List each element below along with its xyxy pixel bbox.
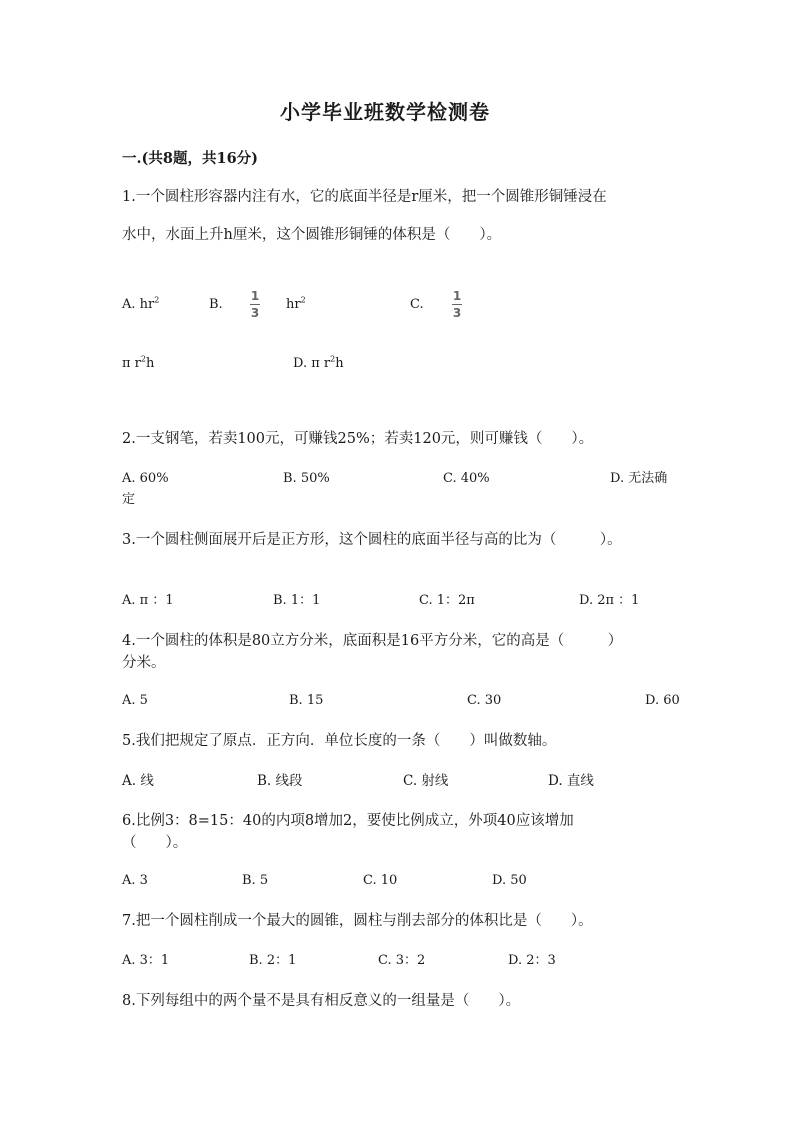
question-7-option-b: B. 2：1: [249, 953, 297, 968]
question-4-line-2: 分米。: [122, 655, 166, 671]
question-3-text: 3.一个圆柱侧面展开后是正方形，这个圆柱的底面半径与高的比为（ ）。: [122, 532, 622, 548]
option-a-text: A. hr: [122, 297, 155, 312]
question-6-option-d: D. 50: [492, 873, 527, 888]
option-b-fraction-numerator: 1: [250, 289, 260, 303]
question-1-option-a: [122, 295, 159, 315]
question-6-option-b: B. 5: [242, 873, 269, 888]
page-title: 小学毕业班数学检测卷: [280, 100, 490, 124]
question-1-option-d: [293, 354, 344, 374]
fraction-bar: [452, 304, 462, 305]
question-2-option-a: A. 60%: [122, 471, 169, 486]
option-c-cont-tail: h: [145, 356, 155, 371]
question-3-option-d: D. 2π ：1: [579, 593, 640, 608]
question-1-option-b-term: [286, 295, 306, 315]
option-d-exponent: 2: [330, 354, 336, 364]
option-c-cont-text: π r: [122, 356, 141, 371]
question-7-option-a: A. 3：1: [122, 953, 170, 968]
question-3-option-a: A. π ：1: [122, 593, 174, 608]
option-a-exponent: 2: [154, 295, 160, 305]
question-7-option-c: C. 3：2: [378, 953, 426, 968]
question-4-option-d: D. 60: [645, 693, 680, 708]
question-7-text: 7.把一个圆柱削成一个最大的圆锥，圆柱与削去部分的体积比是（ ）。: [122, 913, 593, 929]
fraction-bar: [250, 304, 260, 305]
option-c-fraction-denominator: 3: [452, 306, 462, 320]
question-4-option-a: A. 5: [122, 693, 148, 708]
question-4-option-b: B. 15: [289, 693, 324, 708]
question-5-text: 5.我们把规定了原点．正方向．单位长度的一条（ ）叫做数轴。: [122, 733, 557, 749]
question-2-option-d: D. 无法确: [610, 471, 668, 486]
question-1-line-1: 1.一个圆柱形容器内注有水，它的底面半径是r厘米，把一个圆锥形铜锤浸在: [122, 189, 607, 205]
question-1-line-2: 水中，水面上升h厘米，这个圆锥形铜锤的体积是（ ）。: [122, 227, 502, 243]
option-b-exponent: 2: [300, 295, 306, 305]
option-b-fraction-denominator: 3: [250, 306, 260, 320]
question-6-line-2: （ ）。: [122, 835, 188, 851]
question-2-option-b: B. 50%: [283, 471, 330, 486]
question-1-option-c-label: C.: [410, 297, 424, 312]
question-4-option-c: C. 30: [467, 693, 502, 708]
question-6-option-a: A. 3: [122, 873, 148, 888]
question-5-option-c: C. 射线: [403, 773, 449, 789]
option-d-text: D. π r: [293, 356, 331, 371]
question-5-option-b: B. 线段: [257, 773, 303, 789]
question-5-option-d: D. 直线: [548, 773, 594, 789]
option-b-text: hr: [286, 297, 301, 312]
question-6-option-c: C. 10: [363, 873, 398, 888]
question-1-option-b-label: B.: [209, 297, 223, 312]
question-3-option-c: C. 1：2π: [419, 593, 475, 608]
option-c-exponent: 2: [140, 354, 146, 364]
question-4-line-1: 4.一个圆柱的体积是80立方分米，底面积是16平方分米，它的高是（ ）: [122, 633, 623, 649]
section-header: 一.(共8题，共16分): [122, 150, 259, 167]
option-d-tail: h: [335, 356, 344, 371]
question-2-option-c: C. 40%: [443, 471, 490, 486]
question-2-option-d-wrap: 定: [122, 492, 136, 507]
question-6-line-1: 6.比例3：8=15：40的内项8增加2，要使比例成立，外项40应该增加: [122, 813, 574, 829]
question-2-text: 2.一支钢笔，若卖100元，可赚钱25%；若卖120元，则可赚钱（ ）。: [122, 431, 594, 447]
option-c-fraction-numerator: 1: [452, 289, 462, 303]
question-7-option-d: D. 2：3: [508, 953, 556, 968]
question-8-text: 8.下列每组中的两个量不是具有相反意义的一组量是（ ）。: [122, 993, 521, 1009]
option-c-fraction: [452, 289, 462, 320]
question-3-option-b: B. 1：1: [273, 593, 321, 608]
option-b-fraction: [250, 289, 260, 320]
question-5-option-a: A. 线: [122, 773, 154, 789]
question-1-option-c-continued: [122, 354, 154, 374]
